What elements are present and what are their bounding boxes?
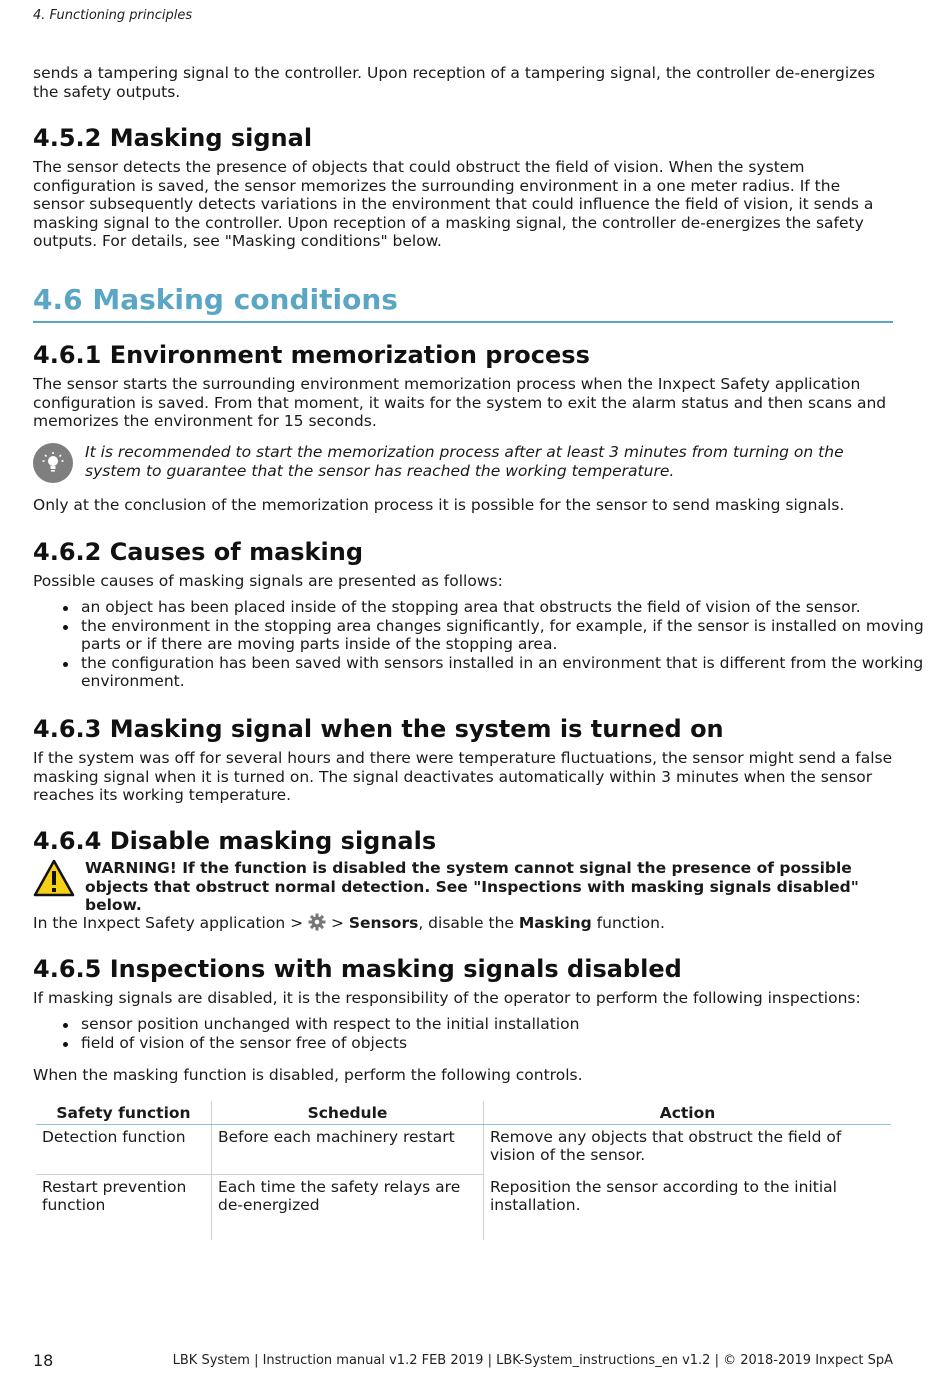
paragraph-memorization: The sensor starts the surrounding environment memorization process when the Inxpect Safety application configuration is saved. From that moment, it waits for the system to exit the alarm status and then scans and memorizes the environment for 15 seconds. xyxy=(33,375,887,430)
causes-list xyxy=(33,598,941,691)
sensors-menu-label: Sensors xyxy=(348,914,419,932)
paragraph-disable-instruction xyxy=(33,913,893,933)
warning-block xyxy=(33,859,893,915)
table-row xyxy=(36,1125,891,1175)
list-item: the configuration has been saved with sensors installed in an environment that is different from the working environment. xyxy=(81,654,941,691)
note-text: It is recommended to start the memorization process after at least 3 minutes from turning on the system to guarantee that the sensor has reached the working temperature. xyxy=(85,443,844,480)
inspections-list xyxy=(33,1015,941,1052)
controls-table xyxy=(36,1101,891,1240)
section-rule xyxy=(33,321,893,323)
table-cell: Reposition the sensor according to the initial installation. xyxy=(484,1175,892,1241)
list-item: sensor position unchanged with respect to the initial installation xyxy=(81,1015,941,1034)
heading-4-6: 4.6 Masking conditions xyxy=(33,283,398,316)
list-item: the environment in the stopping area changes significantly, for example, if the sensor is installed on moving parts or if there are moving parts inside of the stopping area. xyxy=(81,617,941,654)
masking-function-label: Masking xyxy=(518,914,592,932)
heading-4-6-3: 4.6.3 Masking signal when the system is turned on xyxy=(33,715,724,743)
gear-icon xyxy=(308,913,326,931)
table-cell: Remove any objects that obstruct the field of vision of the sensor. xyxy=(484,1125,892,1175)
footer-text: LBK System | Instruction manual v1.2 FEB 2019 | LBK-System_instructions_en v1.2 | © 2018-2019 Inxpect SpA xyxy=(172,1353,893,1368)
column-header: Safety function xyxy=(36,1101,212,1125)
paragraph-inspections-intro: If masking signals are disabled, it is the responsibility of the operator to perform the following inspections: xyxy=(33,989,861,1007)
instruction-text: , disable the xyxy=(418,914,519,932)
paragraph-after-note: Only at the conclusion of the memorization process it is possible for the sensor to send masking signals. xyxy=(33,496,845,514)
warning-triangle-icon xyxy=(33,859,75,897)
list-item: an object has been placed inside of the stopping area that obstructs the field of vision of the sensor. xyxy=(81,598,941,617)
intro-paragraph: sends a tampering signal to the controller. Upon reception of a tampering signal, the controller de-energizes the safety outputs. xyxy=(33,64,875,101)
heading-4-5-2: 4.5.2 Masking signal xyxy=(33,124,313,152)
paragraph-turned-on: If the system was off for several hours and there were temperature fluctuations, the sensor might send a false masking signal when it is turned on. The signal deactivates automatically within 3 minutes when the sensor reaches its working temperature. xyxy=(33,749,893,804)
table-cell: Each time the safety relays are de-energized xyxy=(212,1175,484,1241)
heading-4-6-4: 4.6.4 Disable masking signals xyxy=(33,827,437,855)
note-block xyxy=(33,443,893,483)
paragraph-causes-intro: Possible causes of masking signals are presented as follows: xyxy=(33,572,503,590)
heading-4-6-1: 4.6.1 Environment memorization process xyxy=(33,341,590,369)
paragraph-controls-intro: When the masking function is disabled, perform the following controls. xyxy=(33,1066,583,1084)
instruction-text: In the Inxpect Safety application > xyxy=(33,914,309,932)
column-header: Schedule xyxy=(212,1101,484,1125)
controls-table-wrapper xyxy=(36,1101,896,1240)
table-row xyxy=(36,1175,891,1241)
table-header-row xyxy=(36,1101,891,1125)
column-header: Action xyxy=(484,1101,892,1125)
table-cell: Restart prevention function xyxy=(42,1178,187,1214)
table-cell: Detection function xyxy=(36,1125,212,1175)
page-number: 18 xyxy=(33,1351,54,1370)
instruction-text: function. xyxy=(591,914,665,932)
heading-4-6-2: 4.6.2 Causes of masking xyxy=(33,538,364,566)
paragraph-masking-signal: The sensor detects the presence of objects that could obstruct the field of vision. When the system configuration is saved, the sensor memorizes the surrounding environment in a one meter radius. If the sensor subsequently detects variations in the environment that could influence the field of vision, it sends a masking signal to the controller. Upon reception of a masking signal, the controller de-energizes the safety outputs. For details, see "Masking conditions" below. xyxy=(33,158,874,250)
lightbulb-icon xyxy=(33,443,73,483)
running-head: 4. Functioning principles xyxy=(33,8,193,23)
instruction-text: > xyxy=(326,914,349,932)
table-cell: Before each machinery restart xyxy=(212,1125,484,1175)
list-item: field of vision of the sensor free of objects xyxy=(81,1034,941,1053)
heading-4-6-5: 4.6.5 Inspections with masking signals disabled xyxy=(33,955,682,983)
warning-text: WARNING! If the function is disabled the system cannot signal the presence of possible objects that obstruct normal detection. See "Inspections with masking signals disabled" below. xyxy=(85,859,859,914)
